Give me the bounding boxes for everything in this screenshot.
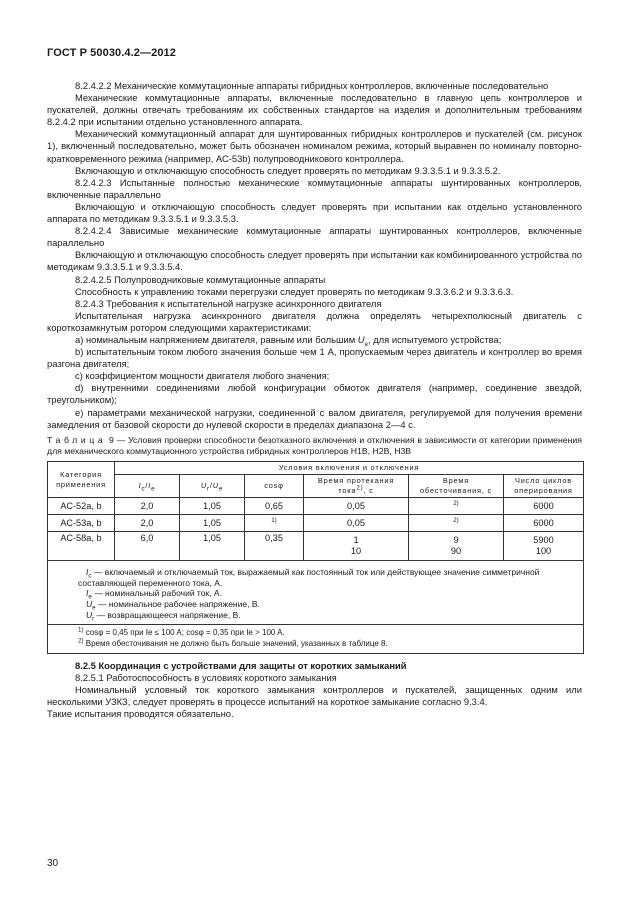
- table-caption: Таблица 9 — Условия проверки способности безотказного включения и отключения в зависимости от категории применения для механического коммутационного устройства гибридных контроллеров Н1В, Н2В, Н3В: [47, 434, 582, 456]
- list-item: b) испытательным током любого значения больше чем 1 А, пропускаемым через двигатель и контроллер во время разгона двигателя;: [47, 346, 582, 370]
- header-cos: cosφ: [245, 475, 304, 498]
- table-row: АС-58а, b 6,0 1,05 0,35 1 10 9 90 5900 100: [48, 532, 584, 561]
- conditions-table: [47, 461, 584, 654]
- document-header: ГОСТ Р 50030.4.2—2012: [47, 47, 176, 59]
- paragraph: Способность к управлению токами перегрузки следует проверять по методикам 9.3.3.6.2 и 9.3.3.6.3.: [75, 285, 514, 297]
- paragraph: Номинальный условный ток короткого замыкания контроллеров и пускателей, защищенных одним или несколькими УЗКЗ, следует проверять в процессе испытаний на короткое замыкание согласно 9.3.4.: [47, 684, 582, 708]
- header-off-time: Время обесточивания, с: [409, 475, 504, 498]
- list-item: c) коэффициентом мощности двигателя любого значения;: [75, 370, 330, 382]
- paragraph: 8.2.4.2.2 Механические коммутационные аппараты гибридных контроллеров, включенные последовательно: [75, 80, 549, 91]
- paragraph: Испытательная нагрузка асинхронного двигателя должна определять четырехполюсный двигатель с короткозамкнутым ротором следующими характеристиками:: [47, 309, 582, 333]
- header-cycles: Число циклов оперирования: [504, 475, 584, 498]
- header-conditions: Условия включения и отключения: [115, 462, 584, 475]
- paragraph: Включающую и отключающую способность следует проверять по методикам 9.3.3.5.1 и 9.3.3.5.2.: [75, 164, 501, 176]
- list-item: а) номинальным напряжением двигателя, равным или большим $U_e$, для испытуемого устройства;: [75, 333, 502, 348]
- header-category: Категория применения: [48, 462, 115, 498]
- paragraph: Включающую и отключающую способность следует проверять при испытании как отдельно установленного аппарата по методикам 9.3.3.5.1 и 9.3.3.5.3.: [47, 200, 582, 225]
- paragraph: 8.2.4.2.4 Зависимые механические коммутационные аппараты шунтированных контроллеров, включенные параллельно: [47, 225, 582, 249]
- section-heading: 8.2.5 Координация с устройствами для защиты от коротких замыканий: [75, 659, 407, 671]
- list-item: е) параметрами механической нагрузки, соединенной с валом двигателя, регулируемой для получения времени замедления от базовой скорости до нулевой скорости в пределах диапазона 2—4 с.: [47, 406, 582, 430]
- paragraph: 8.2.4.2.3 Испытанные полностью механические коммутационные аппараты шунтированных контроллеров, включенные параллельно: [47, 176, 582, 200]
- paragraph: 8.2.4.2.5 Полупроводниковые коммутационные аппараты: [75, 273, 326, 285]
- paragraph: Механический коммутационный аппарат для шунтированных гибридных контроллеров и пускателей (см. рисунок 1), включенный последовательно, может быть обозначен номиналом режима, который выравнен по номиналу повторно-кратковременного режима (например, АС-53b) полупроводникового контроллера.: [47, 128, 582, 164]
- paragraph: Такие испытания проводятся обязательно.: [47, 708, 234, 720]
- table-footnotes: $^{1)}$ cosφ = 0,45 при Ie ≤ 100 A; cosφ = 0,35 при Ie > 100 A. $^{2)}$ Время обесточивания не должно быть больше значений, указанных в таблице 8.: [48, 625, 584, 654]
- header-flow-time: Время протекания тока$^{2)}$, с: [304, 475, 409, 498]
- paragraph: Включающую и отключающую способность следует проверять при испытании как комбинированного устройства по методикам 9.3.3.5.1 и 9.3.3.5.4.: [47, 249, 582, 273]
- main-content: [47, 80, 582, 720]
- header-ur-ue: $U_r/U_e$: [180, 475, 245, 498]
- list-item: d) внутренними соединениями любой конфигурации обмоток двигателя (например, соединение звездой, треугольником);: [47, 382, 582, 406]
- header-ic-ie: $I_c/I_e$: [115, 475, 180, 498]
- paragraph: 8.2.5.1 Работоспособность в условиях короткого замыкания: [75, 672, 337, 683]
- table-row: АС-52а, b 2,0 1,05 0,65 0,05 $^{2)}$ 6000: [48, 498, 584, 515]
- paragraph: 8.2.4.3 Требования к испытательной нагрузке асинхронного двигателя: [75, 297, 382, 309]
- table-row: АС-53а, b 2,0 1,05 $^{1)}$ 0,05 $^{2)}$ 6000: [48, 515, 584, 532]
- page-number: 30: [47, 858, 59, 869]
- paragraph: Механические коммутационные аппараты, включенные последовательно в главную цепь контроллеров и пускателей, должны отвечать требованиям их собственных стандартов на изделия и дополнительным требованиям 8.2.4.2 при испытании отдельно установленного аппарата.: [47, 92, 582, 128]
- table-legend: $I_c$ — включаемый и отключаемый ток, выражаемый как постоянный ток или действующее значение симметричной составляющей переменного тока, А. $I_e$ — номинальный рабочий ток, А. $U_e$ — номинальное рабочее напряжение, В. $U_r$ — возвращающееся напряжение, В.: [48, 561, 584, 625]
